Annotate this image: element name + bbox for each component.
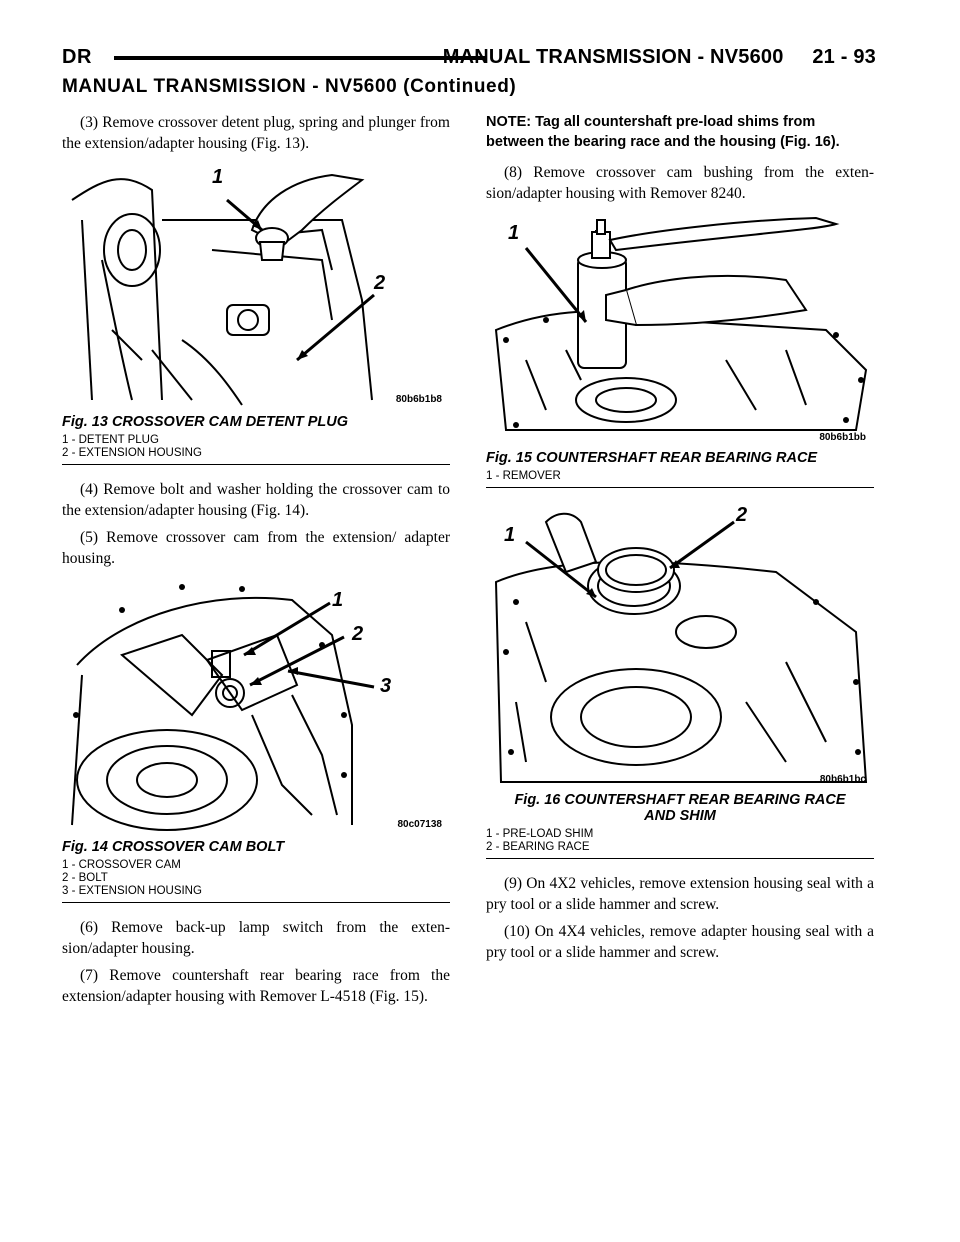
- step-6: (6) Remove back-up lamp switch from the exten- sion/adapter housing.: [62, 919, 450, 957]
- legend-item: 3 - EXTENSION HOUSING: [62, 885, 202, 897]
- figure-16-illustration: [486, 502, 874, 790]
- figure-16-caption-line-2: AND SHIM: [644, 808, 716, 824]
- legend-item: 1 - REMOVER: [486, 470, 561, 482]
- callout-1: 1: [504, 524, 516, 546]
- note: NOTE: Tag all countershaft pre-load shims from between the bearing race and the housing (Fig. 16).: [486, 114, 840, 150]
- figure-13: [62, 160, 450, 412]
- figure-code: 80b6b1bc: [819, 774, 866, 785]
- figure-15-illustration: [486, 210, 874, 448]
- step-7: (7) Remove countershaft rear bearing race from the extension/adapter housing with Remover L-4518 (Fig. 15).: [62, 967, 450, 1005]
- callout-3: 3: [380, 675, 392, 697]
- legend-item: 2 - BEARING RACE: [486, 841, 590, 853]
- divider: [62, 464, 450, 465]
- step-10: (10) On 4X4 vehicles, remove adapter housing seal with a pry tool or a slide hammer and screw.: [486, 923, 874, 961]
- header-section-code: DR: [62, 46, 92, 68]
- figure-16-caption: [486, 792, 874, 824]
- step-3: (3) Remove crossover detent plug, spring and plunger from the extension/adapter housing (Fig. 13).: [62, 114, 450, 152]
- figure-code: 80b6b1b8: [395, 394, 442, 405]
- header-rule: [114, 56, 486, 60]
- figure-15: [486, 210, 874, 448]
- figure-13-illustration: [62, 160, 450, 412]
- figure-code: 80c07138: [397, 819, 442, 830]
- figure-15-caption: Fig. 15 COUNTERSHAFT REAR BEARING RACE: [486, 450, 818, 466]
- callout-2: 2: [374, 272, 386, 294]
- figure-16-legend: [486, 828, 874, 854]
- figure-16-caption-line-1: Fig. 16 COUNTERSHAFT REAR BEARING RACE: [514, 792, 846, 808]
- figure-14-illustration: [62, 575, 450, 837]
- legend-item: 1 - PRE-LOAD SHIM: [486, 828, 594, 840]
- legend-item: 1 - CROSSOVER CAM: [62, 859, 181, 871]
- figure-14-legend: [62, 859, 450, 898]
- legend-item: 2 - BOLT: [62, 872, 108, 884]
- figure-13-caption: Fig. 13 CROSSOVER CAM DETENT PLUG: [62, 414, 348, 430]
- legend-item: 1 - DETENT PLUG: [62, 434, 159, 446]
- step-8: (8) Remove crossover cam bushing from the exten- sion/adapter housing with Remover 8240.: [486, 164, 874, 202]
- callout-1: 1: [508, 222, 520, 244]
- legend-item: 2 - EXTENSION HOUSING: [62, 447, 202, 459]
- callout-2: 2: [736, 504, 748, 526]
- left-column: [62, 112, 450, 1013]
- figure-14: [62, 575, 450, 837]
- callout-2: 2: [352, 623, 364, 645]
- figure-13-legend: [62, 434, 450, 460]
- divider: [486, 487, 874, 488]
- step-5: (5) Remove crossover cam from the extension/ adapter housing.: [62, 529, 450, 567]
- divider: [486, 858, 874, 859]
- divider: [62, 902, 450, 903]
- right-column: [486, 112, 874, 969]
- page-subtitle: MANUAL TRANSMISSION - NV5600 (Continued): [62, 76, 517, 97]
- step-9: (9) On 4X2 vehicles, remove extension housing seal with a pry tool or a slide hammer and screw.: [486, 875, 874, 913]
- figure-15-legend: [486, 470, 874, 483]
- callout-1: 1: [332, 589, 344, 611]
- step-4: (4) Remove bolt and washer holding the crossover cam to the extension/adapter housing (Fig. 14).: [62, 481, 450, 519]
- header-title: MANUAL TRANSMISSION - NV5600 21 - 93: [442, 46, 876, 68]
- figure-16: [486, 502, 874, 790]
- callout-1: 1: [212, 166, 224, 188]
- page-header: [62, 44, 876, 74]
- figure-code: 80b6b1bb: [819, 432, 866, 443]
- figure-14-caption: Fig. 14 CROSSOVER CAM BOLT: [62, 839, 285, 855]
